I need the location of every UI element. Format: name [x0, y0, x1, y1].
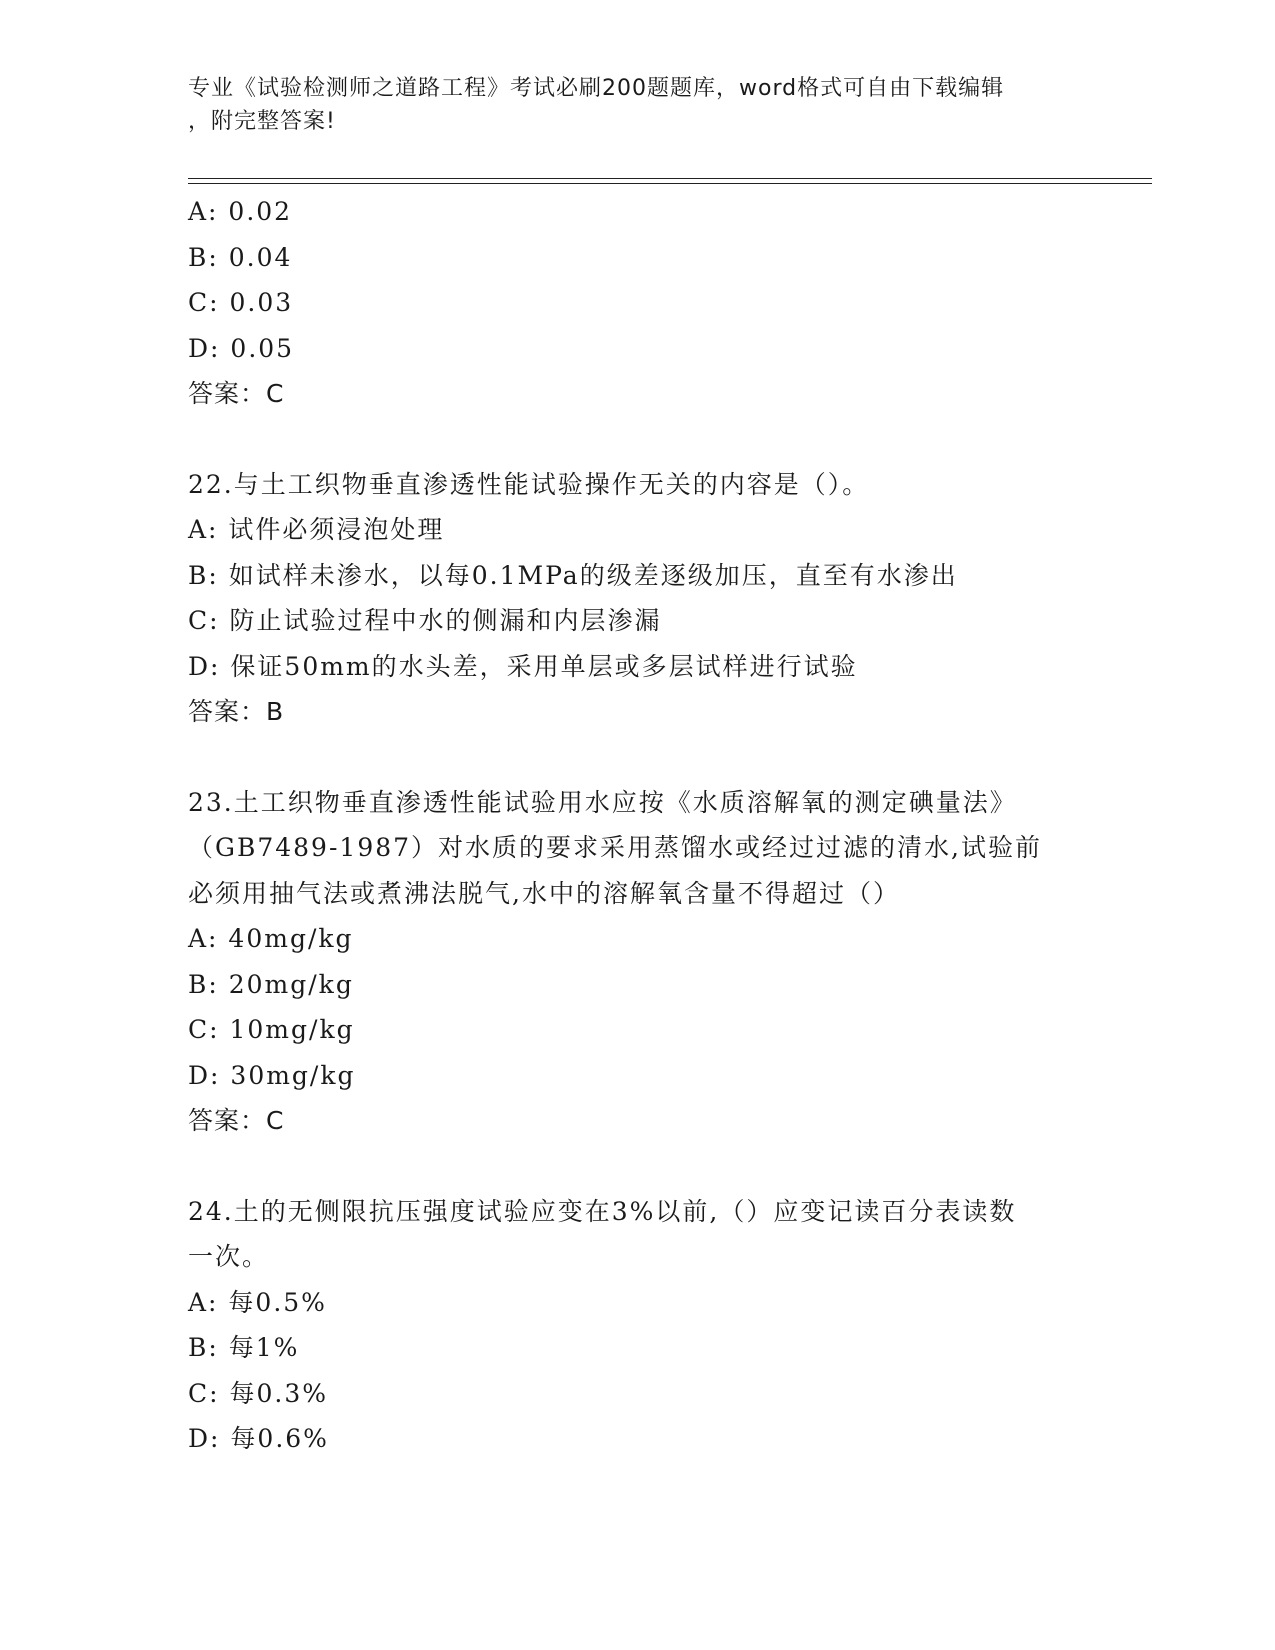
option-d: D: 0.05 [188, 333, 295, 363]
document-header [188, 72, 1088, 138]
spacer [188, 735, 1088, 780]
question-text-line-1: 23.土工织物垂直渗透性能试验用水应按《水质溶解氧的测定碘量法》 [188, 787, 1017, 817]
option-d: D: 每0.6% [188, 1424, 329, 1453]
option-a: A: 0.02 [188, 197, 293, 226]
option-c: C: 10mg/kg [188, 1015, 355, 1044]
header-title-line-1: 专业《试验检测师之道路工程》考试必刷200题题库，word格式可自由下载编辑 [188, 76, 1005, 101]
answer-label: 答案：C [188, 1106, 285, 1135]
header-divider-bottom [188, 183, 1152, 184]
option-c: C: 0.03 [188, 288, 294, 317]
question-21 [188, 189, 1088, 417]
header-title-line-2: ，附完整答案! [188, 109, 336, 134]
question-text-line-1: 24.土的无侧限抗压强度试验应变在3%以前,（）应变记读百分表读数 [188, 1196, 1017, 1226]
option-a: A: 每0.5% [188, 1287, 327, 1317]
question-24 [188, 1189, 1088, 1462]
option-b: B: 如试样未渗水，以每0.1MPa的级差逐级加压，直至有水渗出 [188, 560, 958, 590]
option-a: A: 40mg/kg [188, 924, 354, 953]
answer-label: 答案：C [188, 379, 285, 408]
question-text-line-2: 一次。 [188, 1242, 270, 1271]
option-b: B: 0.04 [188, 242, 293, 272]
question-22 [188, 462, 1088, 735]
question-list [188, 189, 1088, 1462]
option-d: D: 30mg/kg [188, 1060, 356, 1090]
option-b: B: 每1% [188, 1333, 300, 1362]
option-a: A: 试件必须浸泡处理 [188, 515, 445, 544]
spacer [188, 417, 1088, 462]
option-b: B: 20mg/kg [188, 969, 354, 999]
question-text: 22.与土工织物垂直渗透性能试验操作无关的内容是（）。 [188, 469, 870, 499]
answer-label: 答案：B [188, 697, 285, 726]
option-c: C: 防止试验过程中水的侧漏和内层渗漏 [188, 606, 662, 635]
question-text-line-3: 必须用抽气法或煮沸法脱气,水中的溶解氧含量不得超过（） [188, 878, 900, 908]
header-divider-top [188, 178, 1152, 179]
spacer [188, 1144, 1088, 1189]
question-text-line-2: （GB7489-1987）对水质的要求采用蒸馏水或经过过滤的清水,试验前 [188, 833, 1042, 862]
option-c: C: 每0.3% [188, 1378, 329, 1408]
question-23 [188, 780, 1088, 1144]
option-d: D: 保证50mm的水头差，采用单层或多层试样进行试验 [188, 651, 858, 681]
